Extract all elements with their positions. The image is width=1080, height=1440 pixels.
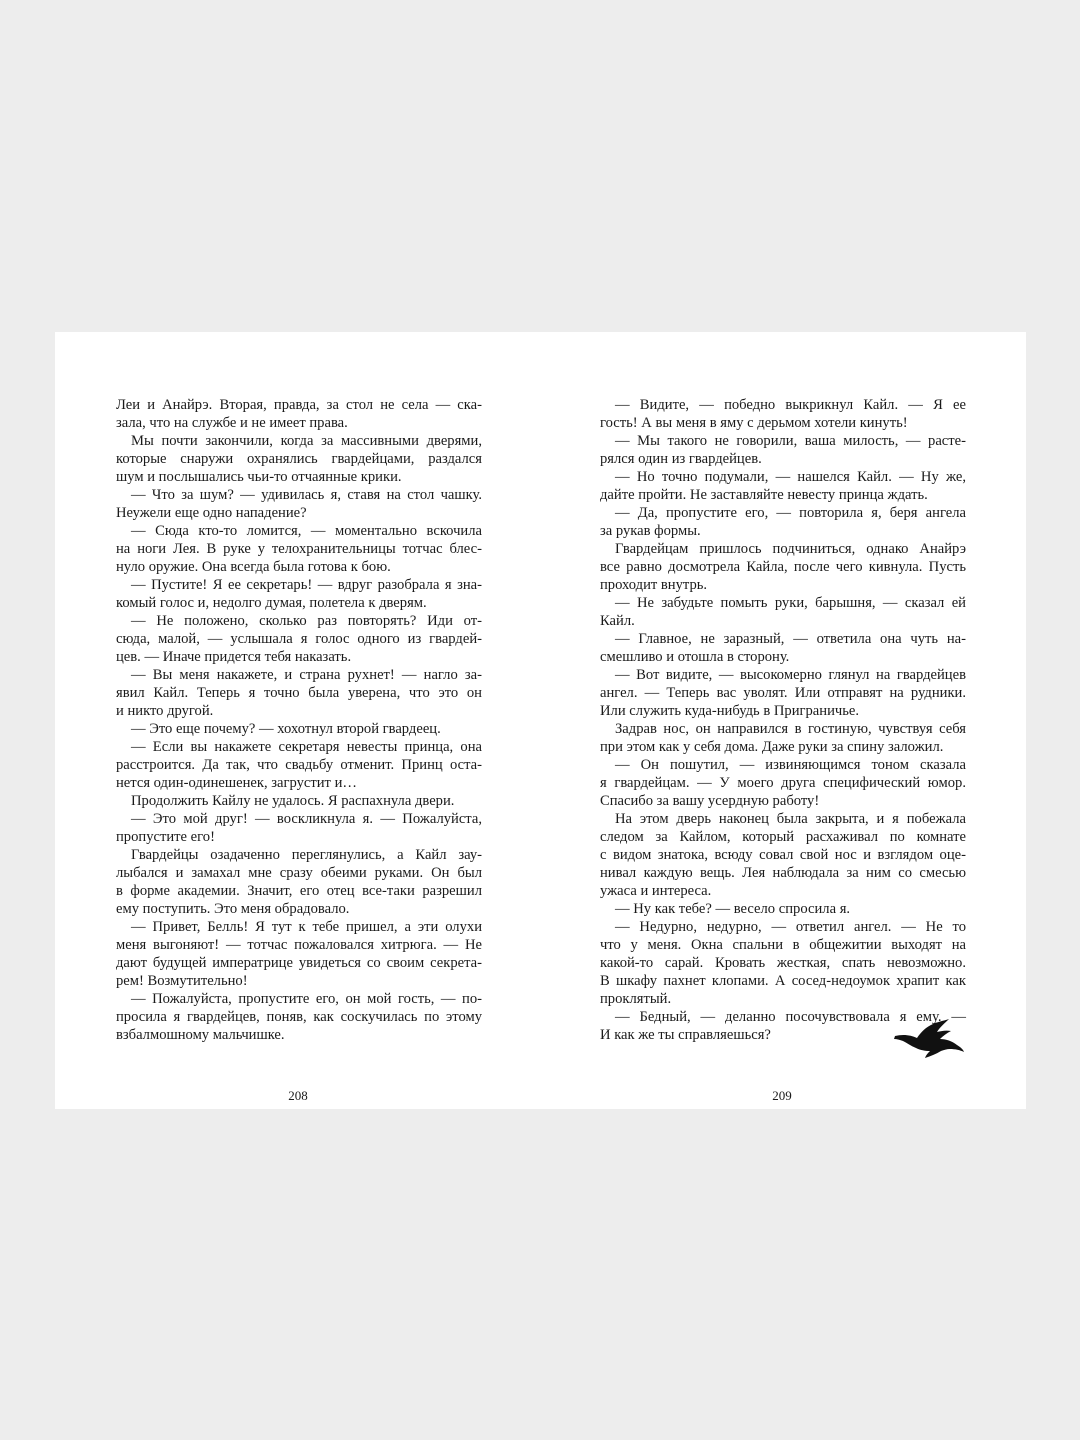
text-line: Кайл. xyxy=(600,613,635,629)
text-line: на ноги Лея. В руке у телохранительницы тотчас блес- xyxy=(116,541,482,557)
text-line: проклятый. xyxy=(600,991,672,1007)
text-line: Неужели еще одно нападение? xyxy=(116,505,307,521)
text-line: с видом знатока, всюду совал свой нос и взглядом оце- xyxy=(600,847,966,863)
text-line: Спасибо за вашу усердную работу! xyxy=(600,793,820,809)
text-line: сюда, малой, — услышала я голос одного из гвардей- xyxy=(116,631,482,647)
text-line: смешливо и отошла в сторону. xyxy=(600,649,790,665)
dragon-silhouette-icon xyxy=(893,1018,965,1060)
text-line: — Главное, не заразный, — ответила она чуть на- xyxy=(615,631,966,647)
text-line: — Сюда кто-то ломится, — моментально вскочила xyxy=(131,523,482,539)
text-line: — Видите, — победно выкрикнул Кайл. — Я ее xyxy=(615,397,966,413)
text-line: цев. — Иначе придется тебя наказать. xyxy=(116,649,352,665)
text-line: взбалмошному мальчишке. xyxy=(116,1027,285,1043)
text-line: при этом как у себя дома. Даже руки за спину заложил. xyxy=(600,739,944,755)
text-line: И как же ты справляешься? xyxy=(600,1027,771,1043)
text-line: — Если вы накажете секретаря невесты принца, она xyxy=(131,739,482,755)
text-line: — Это мой друг! — воскликнула я. — Пожалуйста, xyxy=(131,811,482,827)
text-line: На этом дверь наконец была закрыта, и я побежала xyxy=(615,811,966,827)
text-line: нивал каждую вещь. Лея наблюдала за ним со смесью xyxy=(600,865,966,881)
text-line: ему поступить. Это меня обрадовало. xyxy=(116,901,350,917)
text-line: Леи и Анайрэ. Вторая, правда, за стол не села — ска- xyxy=(116,397,482,413)
page-number-right: 209 xyxy=(772,1088,792,1103)
text-line: ужаса и интереса. xyxy=(600,883,712,899)
text-line: дайте пройти. Не заставляйте невесту принца ждать. xyxy=(600,487,928,503)
text-line: я гвардейцам. — У моего друга специфический юмор. xyxy=(600,775,966,791)
text-line: нуло оружие. Она всегда была готова к бою. xyxy=(116,559,391,575)
text-line: рялся один из гвардейцев. xyxy=(600,451,762,467)
text-line: следом за Кайлом, который расхаживал по комнате xyxy=(600,829,966,845)
left-page-text xyxy=(116,396,482,1044)
text-line: — Пустите! Я ее секретарь! — вдруг разобрала я зна- xyxy=(131,577,482,593)
page-number-left: 208 xyxy=(288,1088,308,1103)
text-line: в форме академии. Значит, его отец все-таки разрешил xyxy=(116,883,482,899)
text-line: все равно досмотрела Кайла, после чего кивнула. Пусть xyxy=(600,559,966,575)
text-line: Продолжить Кайлу не удалось. Я распахнула двери. xyxy=(131,793,455,809)
text-line: которые снаружи охранялись гвардейцами, раздался xyxy=(116,451,482,467)
text-line: Или служить куда-нибудь в Приграничье. xyxy=(600,703,860,719)
text-line: В шкафу пахнет клопами. А сосед-недоумок храпит как xyxy=(600,973,966,989)
text-line: Гвардейцы озадаченно переглянулись, а Кайл зау- xyxy=(131,847,482,863)
text-line: — Вот видите, — высокомерно глянул на гвардейцев xyxy=(615,667,966,683)
text-line: Гвардейцам пришлось подчиниться, однако Анайрэ xyxy=(615,541,966,557)
text-line: нется один-одинешенек, загрустит и… xyxy=(116,775,357,791)
book-spread xyxy=(55,332,1026,1109)
text-line: — Что за шум? — удивилась я, ставя на стол чашку. xyxy=(131,487,482,503)
text-line: — Недурно, недурно, — ответил ангел. — Не то xyxy=(615,919,966,935)
text-line: какой-то сарай. Кровать жесткая, спать невозможно. xyxy=(600,955,966,971)
text-line: что у меня. Окна спальни в общежитии выходят на xyxy=(600,937,966,953)
text-line: проходит внутрь. xyxy=(600,577,708,593)
text-line: лыбался и замахал мне сразу обеими руками. Он был xyxy=(116,865,482,881)
text-line: — Вы меня накажете, и страна рухнет! — нагло за- xyxy=(131,667,482,683)
text-line: меня выгоняют! — тотчас пожаловался хитрюга. — Не xyxy=(116,937,482,953)
text-line: — Да, пропустите его, — повторила я, беря ангела xyxy=(615,505,966,521)
text-line: комый голос и, недолго думая, полетела к дверям. xyxy=(116,595,427,611)
text-line: рем! Возмутительно! xyxy=(116,973,248,989)
text-line: — Он пошутил, — извиняющимся тоном сказала xyxy=(615,757,966,773)
text-line: — Привет, Белль! Я тут к тебе пришел, а эти олухи xyxy=(131,919,482,935)
text-line: зала, что на службе и не имеет права. xyxy=(116,415,348,431)
text-line: пропустите его! xyxy=(116,829,215,845)
text-line: — Мы такого не говорили, ваша милость, — расте- xyxy=(615,433,966,449)
text-line: — Но точно подумали, — нашелся Кайл. — Ну же, xyxy=(615,469,966,485)
text-line: — Ну как тебе? — весело спросила я. xyxy=(615,901,851,917)
right-page-text xyxy=(600,396,966,1044)
text-line: за рукав формы. xyxy=(600,523,701,539)
text-line: — Пожалуйста, пропустите его, он мой гость, — по- xyxy=(131,991,482,1007)
text-line: — Это еще почему? — хохотнул второй гвардеец. xyxy=(131,721,441,737)
text-line: дают будущей императрице увидеться со своим секрета- xyxy=(116,955,482,971)
text-line: шум и послышались чьи-то отчаянные крики. xyxy=(116,469,402,485)
text-line: — Бедный, — деланно посочувствовала я ему. — xyxy=(615,1009,966,1025)
text-line: — Не положено, сколько раз повторять? Иди от- xyxy=(131,613,482,629)
text-line: ангел. — Теперь вас уволят. Или отправят на рудники. xyxy=(600,685,966,701)
text-line: — Не забудьте помыть руки, барышня, — сказал ей xyxy=(615,595,966,611)
text-line: гость! А вы меня в яму с дерьмом хотели кинуть! xyxy=(600,415,908,431)
text-line: и никто другой. xyxy=(116,703,214,719)
text-line: просила я гвардейцев, поняв, как соскучилась по этому xyxy=(116,1009,482,1025)
text-line: явил Кайл. Теперь я точно была уверена, что это он xyxy=(116,685,482,701)
text-line: расстроится. Да так, что свадьбу отменит. Принц оста- xyxy=(116,757,482,773)
text-line: Мы почти закончили, когда за массивными дверями, xyxy=(131,433,482,449)
text-line: Задрав нос, он направился в гостиную, чувствуя себя xyxy=(615,721,966,737)
